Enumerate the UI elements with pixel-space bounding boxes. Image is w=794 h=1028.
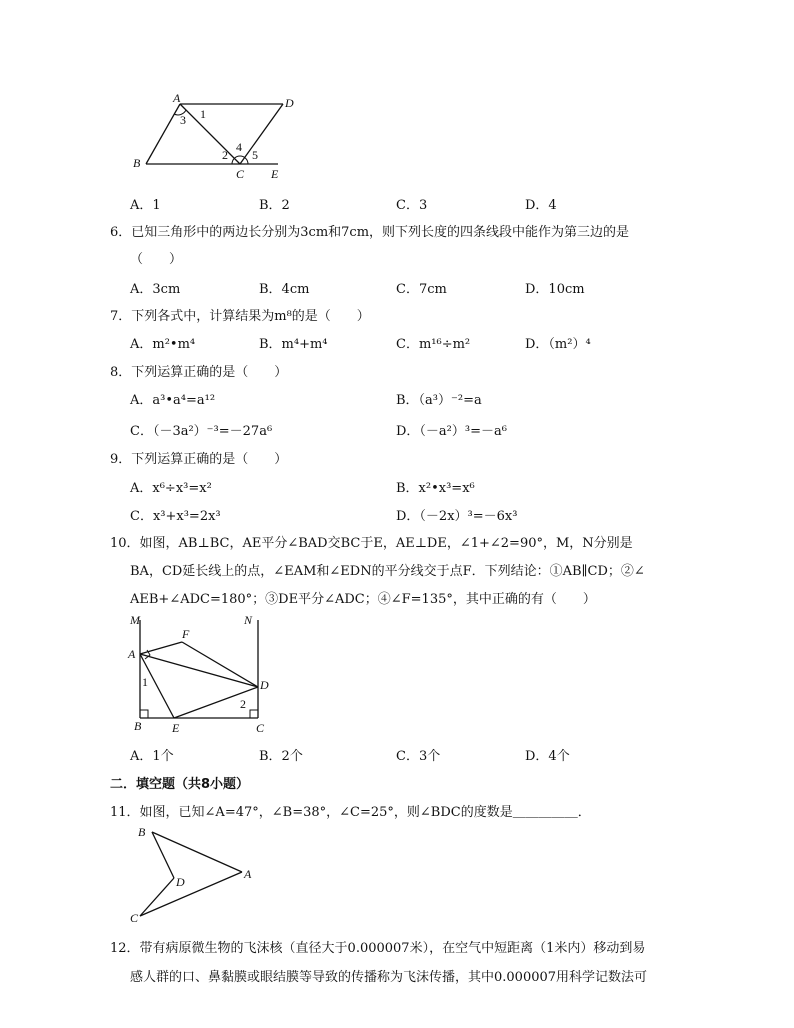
segment-DC xyxy=(140,878,174,916)
right-angle-B xyxy=(140,710,148,718)
q6-stem: 6．已知三角形中的两边长分别为3cm和7cm，则下列长度的四条线段中能作为第三边的是 xyxy=(110,225,630,240)
label-angle-1: 1 xyxy=(200,107,206,121)
label-C: C xyxy=(256,721,265,735)
figure-q5-parallelogram xyxy=(128,90,298,182)
label-angle-3: 3 xyxy=(180,113,186,127)
q10-option-a: A．1个 xyxy=(130,749,174,764)
label-angle-2: 2 xyxy=(222,148,228,162)
q9-option-c: C．x³+x³=2x³ xyxy=(130,509,221,524)
label-B: B xyxy=(138,825,146,839)
label-angle-4: 4 xyxy=(236,140,242,154)
label-A: A xyxy=(244,867,252,881)
label-angle-2: 2 xyxy=(240,697,246,711)
segment-BD xyxy=(152,832,174,878)
label-B: B xyxy=(134,719,142,733)
q5-option-a: A．1 xyxy=(130,198,161,213)
right-angle-C xyxy=(250,710,258,718)
label-C: C xyxy=(236,167,245,181)
q8-option-d: D．（－a²）³=－a⁶ xyxy=(396,424,507,439)
label-D: D xyxy=(260,678,269,692)
q8-stem: 8．下列运算正确的是（ ） xyxy=(110,365,288,380)
label-D: D xyxy=(176,875,185,889)
section-title-fill-in: 二．填空题（共8小题） xyxy=(110,777,250,792)
q12-stem-line1: 12．带有病原微生物的飞沫核（直径大于0.000007米），在空气中短距离（1米内）移动到易 xyxy=(110,941,646,956)
q9-option-d: D．（－2x）³=－6x³ xyxy=(396,509,518,524)
q6-option-c: C．7cm xyxy=(396,282,447,297)
label-angle-5: 5 xyxy=(252,148,258,162)
q8-option-a: A．a³•a⁴=a¹² xyxy=(130,393,216,408)
q5-option-b: B．2 xyxy=(259,198,290,213)
q10-option-c: C．3个 xyxy=(396,749,441,764)
label-D: D xyxy=(285,96,294,110)
label-E: E xyxy=(172,721,180,735)
q7-option-b: B．m⁴+m⁴ xyxy=(259,337,328,352)
q8-option-b: B．（a³）⁻²=a xyxy=(396,393,482,408)
q9-stem: 9．下列运算正确的是（ ） xyxy=(110,452,288,467)
q10-stem-line1: 10．如图，AB⊥BC，AE平分∠BAD交BC于E，AE⊥DE，∠1+∠2=90°，M，N分别是 xyxy=(110,536,633,551)
q7-stem: 7．下列各式中，计算结果为m⁸的是（ ） xyxy=(110,309,370,324)
label-A: A xyxy=(128,647,136,661)
label-B: B xyxy=(133,156,141,170)
label-F: F xyxy=(182,627,190,641)
figure-q11 xyxy=(128,822,268,926)
label-E: E xyxy=(271,167,279,181)
segment-AF xyxy=(140,642,182,654)
segment-CA xyxy=(140,872,242,916)
label-A: A xyxy=(173,91,181,105)
q8-option-c: C．（－3a²）⁻³=－27a⁶ xyxy=(130,424,273,439)
q11-stem: 11．如图，已知∠A=47°，∠B=38°，∠C=25°，则∠BDC的度数是＿＿＿＿＿． xyxy=(110,805,591,820)
segment-CD xyxy=(240,104,283,164)
segment-FD xyxy=(182,642,258,687)
figure-q10 xyxy=(122,612,282,738)
q5-option-d: D．4 xyxy=(525,198,557,213)
q7-option-d: D．（m²）⁴ xyxy=(525,337,591,352)
q10-stem-line2: BA，CD延长线上的点，∠EAM和∠EDN的平分线交于点F．下列结论：①AB∥CD；②∠ xyxy=(130,564,645,579)
q9-option-a: A．x⁶÷x³=x² xyxy=(130,481,212,496)
label-M: M xyxy=(130,613,140,627)
label-C: C xyxy=(130,911,139,925)
segment-AC xyxy=(180,104,240,164)
q6-answer-blank: （ ） xyxy=(130,252,183,267)
q10-stem-line3: AEB+∠ADC=180°；③DE平分∠ADC；④∠F=135°，其中正确的有（ ） xyxy=(130,592,596,607)
q6-option-a: A．3cm xyxy=(130,282,181,297)
q9-option-b: B．x²•x³=x⁶ xyxy=(396,481,475,496)
q10-option-b: B．2个 xyxy=(259,749,303,764)
q12-stem-line2: 感人群的口、鼻黏膜或眼结膜等导致的传播称为飞沫传播，其中0.000007用科学记数法可 xyxy=(130,970,648,985)
segment-AD xyxy=(140,654,258,687)
q7-option-c: C．m¹⁶÷m² xyxy=(396,337,471,352)
q5-option-c: C．3 xyxy=(396,198,428,213)
label-angle-1: 1 xyxy=(142,675,148,689)
q10-option-d: D．4个 xyxy=(525,749,570,764)
label-N: N xyxy=(244,613,253,627)
q7-option-a: A．m²•m⁴ xyxy=(130,337,196,352)
q6-option-d: D．10cm xyxy=(525,282,585,297)
q6-option-b: B．4cm xyxy=(259,282,310,297)
segment-AB xyxy=(146,104,180,164)
segment-BA xyxy=(152,832,242,872)
